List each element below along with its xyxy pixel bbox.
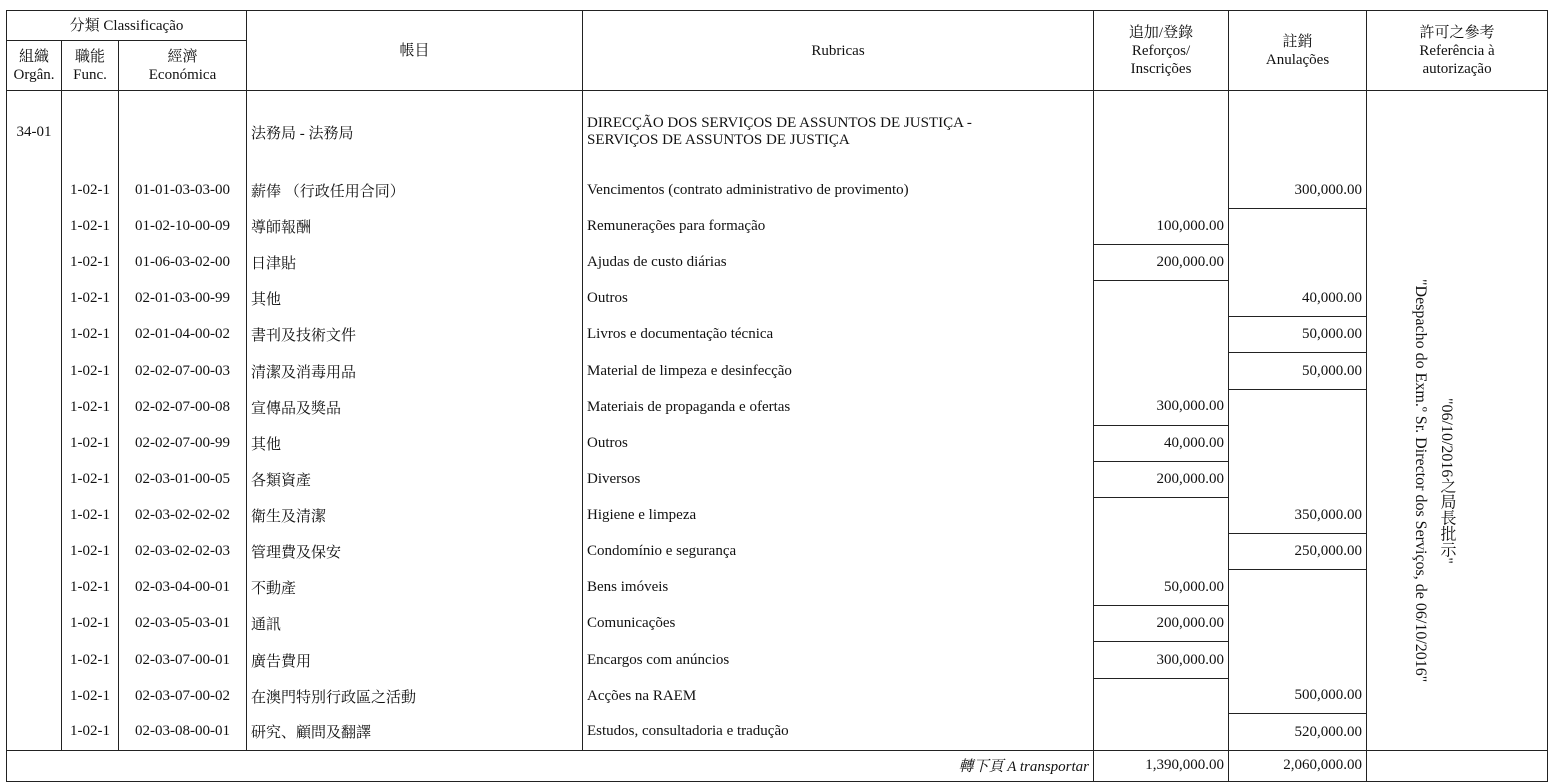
reinforcement-amount	[1094, 353, 1229, 389]
economic-code: 02-02-07-00-08	[119, 389, 247, 425]
economic-code: 02-03-07-00-01	[119, 642, 247, 678]
account-name-zh: 書刊及技術文件	[247, 317, 583, 353]
table-row	[7, 642, 1548, 678]
organic-cell	[7, 389, 62, 425]
rubrica-name-pt: Livros e documentação técnica	[583, 317, 1094, 353]
economic-code: 02-03-02-02-03	[119, 533, 247, 569]
table-row	[7, 245, 1548, 281]
rubrica-name-pt: Remunerações para formação	[583, 209, 1094, 245]
reinforcement-amount: 200,000.00	[1094, 245, 1229, 281]
table-row	[7, 606, 1548, 642]
economic-code: 02-01-04-00-02	[119, 317, 247, 353]
functional-header: 職能 Func.	[62, 41, 119, 91]
reinforcement-amount	[1094, 533, 1229, 569]
table-row	[7, 678, 1548, 714]
economic-header: 經濟 Económica	[119, 41, 247, 91]
rubrica-name-pt: Condomínio e segurança	[583, 533, 1094, 569]
functional-code: 1-02-1	[62, 570, 119, 606]
functional-code: 1-02-1	[62, 678, 119, 714]
economic-code: 02-03-02-02-02	[119, 498, 247, 534]
cancellation-amount: 520,000.00	[1229, 714, 1367, 750]
organic-cell	[7, 461, 62, 497]
reinforcements-header: 追加/登錄 Reforços/ Inscrições	[1094, 11, 1229, 91]
rubrica-name-pt: Comunicações	[583, 606, 1094, 642]
rubrica-name-pt: Bens imóveis	[583, 570, 1094, 606]
organic-cell	[7, 570, 62, 606]
table-row	[7, 498, 1548, 534]
cancellation-amount	[1229, 570, 1367, 606]
account-header: 帳目	[247, 11, 583, 91]
table-row	[7, 714, 1548, 750]
rubrica-name-pt: Materiais de propaganda e ofertas	[583, 389, 1094, 425]
reinforcement-amount: 50,000.00	[1094, 570, 1229, 606]
budget-table	[6, 10, 1548, 782]
rubrica-name-pt: Diversos	[583, 461, 1094, 497]
reinforcement-amount	[1094, 678, 1229, 714]
organic-cell	[7, 533, 62, 569]
functional-code: 1-02-1	[62, 209, 119, 245]
department-name-pt: DIRECÇÃO DOS SERVIÇOS DE ASSUNTOS DE JUSTIÇA - SERVIÇOS DE ASSUNTOS DE JUSTIÇA	[583, 91, 1094, 174]
reinforcement-amount	[1094, 173, 1229, 209]
account-name-zh: 不動產	[247, 570, 583, 606]
functional-code: 1-02-1	[62, 461, 119, 497]
table-row	[7, 461, 1548, 497]
rubrica-name-pt: Ajudas de custo diárias	[583, 245, 1094, 281]
rubrica-name-pt: Vencimentos (contrato administrativo de provimento)	[583, 173, 1094, 209]
total-cancellations: 2,060,000.00	[1229, 750, 1367, 781]
cancellation-amount	[1229, 389, 1367, 425]
account-name-zh: 其他	[247, 281, 583, 317]
total-reinforcements: 1,390,000.00	[1094, 750, 1229, 781]
cancellation-amount: 50,000.00	[1229, 317, 1367, 353]
economic-code: 02-03-07-00-02	[119, 678, 247, 714]
economic-code: 01-02-10-00-09	[119, 209, 247, 245]
rubrica-name-pt: Outros	[583, 425, 1094, 461]
cancellation-amount	[1229, 209, 1367, 245]
organic-cell	[7, 606, 62, 642]
organic-code: 34-01	[7, 91, 62, 174]
account-name-zh: 研究、顧問及翻譯	[247, 714, 583, 750]
functional-code: 1-02-1	[62, 353, 119, 389]
account-name-zh: 宣傳品及獎品	[247, 389, 583, 425]
economic-code: 02-01-03-00-99	[119, 281, 247, 317]
account-name-zh: 其他	[247, 425, 583, 461]
organic-cell	[7, 642, 62, 678]
department-row	[7, 91, 1548, 174]
table-row	[7, 389, 1548, 425]
cancellation-amount	[1229, 461, 1367, 497]
account-name-zh: 在澳門特別行政區之活動	[247, 678, 583, 714]
reinforcement-amount: 100,000.00	[1094, 209, 1229, 245]
account-name-zh: 清潔及消毒用品	[247, 353, 583, 389]
authorization-text: "06/10/2016之局長批示" "Despacho do Exm.º Sr. Director dos Serviços, de 06/10/2016"	[1412, 279, 1456, 683]
functional-code: 1-02-1	[62, 425, 119, 461]
account-name-zh: 廣告費用	[247, 642, 583, 678]
account-name-zh: 衛生及清潔	[247, 498, 583, 534]
rubrica-name-pt: Estudos, consultadoria e tradução	[583, 714, 1094, 750]
cancellation-amount: 250,000.00	[1229, 533, 1367, 569]
economic-code: 02-03-08-00-01	[119, 714, 247, 750]
functional-code: 1-02-1	[62, 173, 119, 209]
functional-code: 1-02-1	[62, 606, 119, 642]
functional-code: 1-02-1	[62, 245, 119, 281]
organic-cell	[7, 678, 62, 714]
organic-cell	[7, 317, 62, 353]
account-name-zh: 各類資產	[247, 461, 583, 497]
authorization-cell	[1367, 91, 1548, 751]
cancellation-amount	[1229, 642, 1367, 678]
classification-header: 分類 Classificação	[7, 11, 247, 41]
functional-code: 1-02-1	[62, 281, 119, 317]
reinforcement-amount	[1094, 317, 1229, 353]
rubrica-name-pt: Acções na RAEM	[583, 678, 1094, 714]
cancellation-amount: 350,000.00	[1229, 498, 1367, 534]
table-row	[7, 533, 1548, 569]
economic-code: 02-03-04-00-01	[119, 570, 247, 606]
rubrica-name-pt: Outros	[583, 281, 1094, 317]
table-row	[7, 353, 1548, 389]
cancellation-amount: 500,000.00	[1229, 678, 1367, 714]
cancellations-header: 註銷 Anulações	[1229, 11, 1367, 91]
organic-cell	[7, 353, 62, 389]
transport-label: 轉下頁 A transportar	[7, 750, 1094, 781]
economic-code: 01-06-03-02-00	[119, 245, 247, 281]
reinforcement-amount: 200,000.00	[1094, 461, 1229, 497]
department-name-zh: 法務局 - 法務局	[247, 91, 583, 174]
organic-cell	[7, 281, 62, 317]
table-row	[7, 425, 1548, 461]
footer-row	[7, 750, 1548, 781]
organic-cell	[7, 498, 62, 534]
rubricas-header: Rubricas	[583, 11, 1094, 91]
table-row	[7, 173, 1548, 209]
authorization-header: 許可之參考 Referência à autorização	[1367, 11, 1548, 91]
organic-cell	[7, 173, 62, 209]
reinforcement-amount: 40,000.00	[1094, 425, 1229, 461]
organic-cell	[7, 209, 62, 245]
organic-cell	[7, 425, 62, 461]
cancellation-amount	[1229, 606, 1367, 642]
cancellation-amount: 40,000.00	[1229, 281, 1367, 317]
rubrica-name-pt: Higiene e limpeza	[583, 498, 1094, 534]
account-name-zh: 薪俸 （行政任用合同）	[247, 173, 583, 209]
account-name-zh: 導師報酬	[247, 209, 583, 245]
reinforcement-amount	[1094, 714, 1229, 750]
table-row	[7, 317, 1548, 353]
cancellation-amount	[1229, 425, 1367, 461]
reinforcement-amount	[1094, 498, 1229, 534]
economic-code: 01-01-03-03-00	[119, 173, 247, 209]
reinforcement-amount: 200,000.00	[1094, 606, 1229, 642]
functional-code: 1-02-1	[62, 389, 119, 425]
functional-code: 1-02-1	[62, 498, 119, 534]
table-row	[7, 570, 1548, 606]
organic-header: 組織 Orgân.	[7, 41, 62, 91]
organic-cell	[7, 714, 62, 750]
organic-cell	[7, 245, 62, 281]
reinforcement-amount: 300,000.00	[1094, 642, 1229, 678]
economic-code: 02-02-07-00-99	[119, 425, 247, 461]
economic-code: 02-03-01-00-05	[119, 461, 247, 497]
functional-code: 1-02-1	[62, 317, 119, 353]
reinforcement-amount	[1094, 281, 1229, 317]
functional-code: 1-02-1	[62, 642, 119, 678]
economic-code: 02-02-07-00-03	[119, 353, 247, 389]
functional-code: 1-02-1	[62, 533, 119, 569]
rubrica-name-pt: Encargos com anúncios	[583, 642, 1094, 678]
cancellation-amount	[1229, 245, 1367, 281]
reinforcement-amount: 300,000.00	[1094, 389, 1229, 425]
cancellation-amount: 50,000.00	[1229, 353, 1367, 389]
economic-code: 02-03-05-03-01	[119, 606, 247, 642]
rubrica-name-pt: Material de limpeza e desinfecção	[583, 353, 1094, 389]
table-row	[7, 281, 1548, 317]
account-name-zh: 管理費及保安	[247, 533, 583, 569]
account-name-zh: 通訊	[247, 606, 583, 642]
account-name-zh: 日津貼	[247, 245, 583, 281]
table-row	[7, 209, 1548, 245]
functional-code: 1-02-1	[62, 714, 119, 750]
cancellation-amount: 300,000.00	[1229, 173, 1367, 209]
